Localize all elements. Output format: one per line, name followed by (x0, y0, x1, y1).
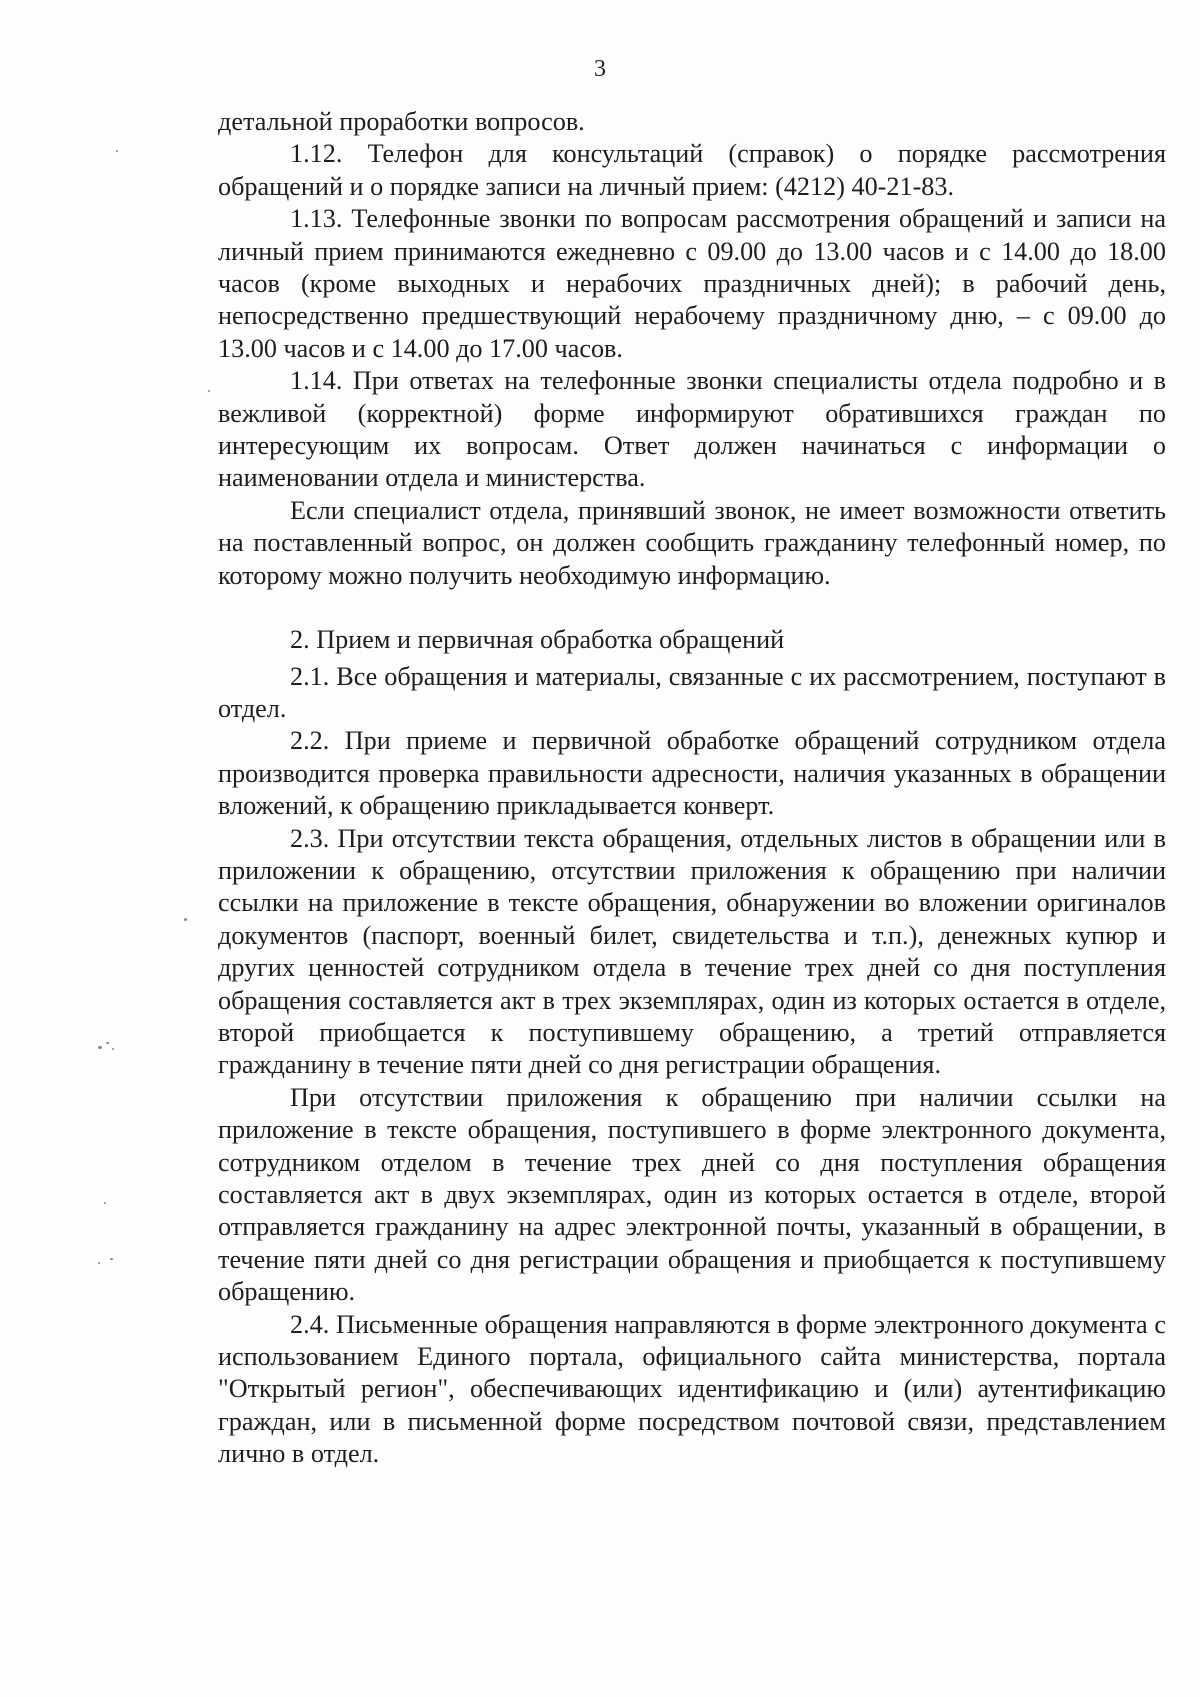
scan-speck (116, 150, 118, 152)
document-body (218, 106, 1166, 1471)
paragraph-1-13: 1.13. Телефонные звонки по вопросам рассмотрения обращений и записи на личный прием принимаются ежедневно с 09.00 до 13.00 часов и с 14.00 до 18.00 часов (кроме выходных и нерабочих праздничных дней); в рабочий день, непосредственно предшествующий нерабочему праздничному дню, – с 09.00 до 13.00 часов и с 14.00 до 17.00 часов. (218, 204, 1166, 363)
page-number: 3 (594, 56, 606, 82)
paragraph-2-1: 2.1. Все обращения и материалы, связанные с их рассмотрением, поступают в отдел. (218, 661, 1166, 723)
scan-speck (208, 390, 210, 392)
scan-speck (112, 1048, 114, 1050)
paragraph-2-4: 2.4. Письменные обращения направляются в форме электронного документа с использованием Единого портала, официального сайта министерства, портала "Открытый регион", обеспечивающих идентификацию и (или) аутентификацию граждан, или в письменной форме посредством почтовой связи, представлением лично в отдел. (218, 1309, 1166, 1469)
paragraph-2-2: 2.2. При приеме и первичной обработке обращений сотрудником отдела производится проверка правильности адресности, наличия указанных в обращении вложений, к обращению прикладывается конверт. (218, 726, 1166, 821)
paragraph-1-12: 1.12. Телефон для консультаций (справок) о порядке рассмотрения обращений и о порядке записи на личный прием: (4212) 40-21-83. (218, 139, 1166, 201)
paragraph-1-14: 1.14. При ответах на телефонные звонки специалисты отдела подробно и в вежливой (корректной) форме информируют обратившихся граждан по интересующим их вопросам. Ответ должен начинаться с информации о наименовании отдела и министерства. (218, 366, 1166, 493)
scan-speck (106, 1042, 109, 1044)
section-heading-2: 2. Прием и первичная обработка обращений (290, 625, 785, 655)
paragraph-continuation: детальной проработки вопросов. (218, 107, 585, 136)
scan-speck (98, 1262, 100, 1264)
scan-speck (98, 1046, 102, 1049)
scan-speck (184, 918, 187, 921)
scan-speck (104, 1202, 106, 1204)
paragraph-1-14-continued: Если специалист отдела, принявший звонок, не имеет возможности ответить на поставленный вопрос, он должен сообщить гражданину телефонный номер, по которому можно получить необходимую информацию. (218, 495, 1166, 590)
paragraph-2-3-continued: При отсутствии приложения к обращению при наличии ссылки на приложение в тексте обращения, поступившего в форме электронного документа, сотрудником отделом в течение трех дней со дня поступления обращения составляется акт в двух экземплярах, один из которых остается в отделе, второй отправляется гражданину на адрес электронной почты, указанный в обращении, в течение пяти дней со дня регистрации обращения и приобщается к поступившему обращению. (218, 1082, 1166, 1307)
scan-speck (110, 1258, 113, 1260)
paragraph-2-3: 2.3. При отсутствии текста обращения, отдельных листов в обращении или в приложении к обращению, отсутствии приложения к обращению при наличии ссылки на приложение в тексте обращения, обнаружении во вложении оригиналов документов (паспорт, военный билет, свидетельства и т.п.), денежных купюр и других ценностей сотрудником отдела в течение трех дней со дня поступления обращения составляется акт в трех экземплярах, один из которых остается в отделе, второй приобщается к поступившему обращению, а третий отправляется гражданину в течение пяти дней со дня регистрации обращения. (218, 823, 1166, 1080)
